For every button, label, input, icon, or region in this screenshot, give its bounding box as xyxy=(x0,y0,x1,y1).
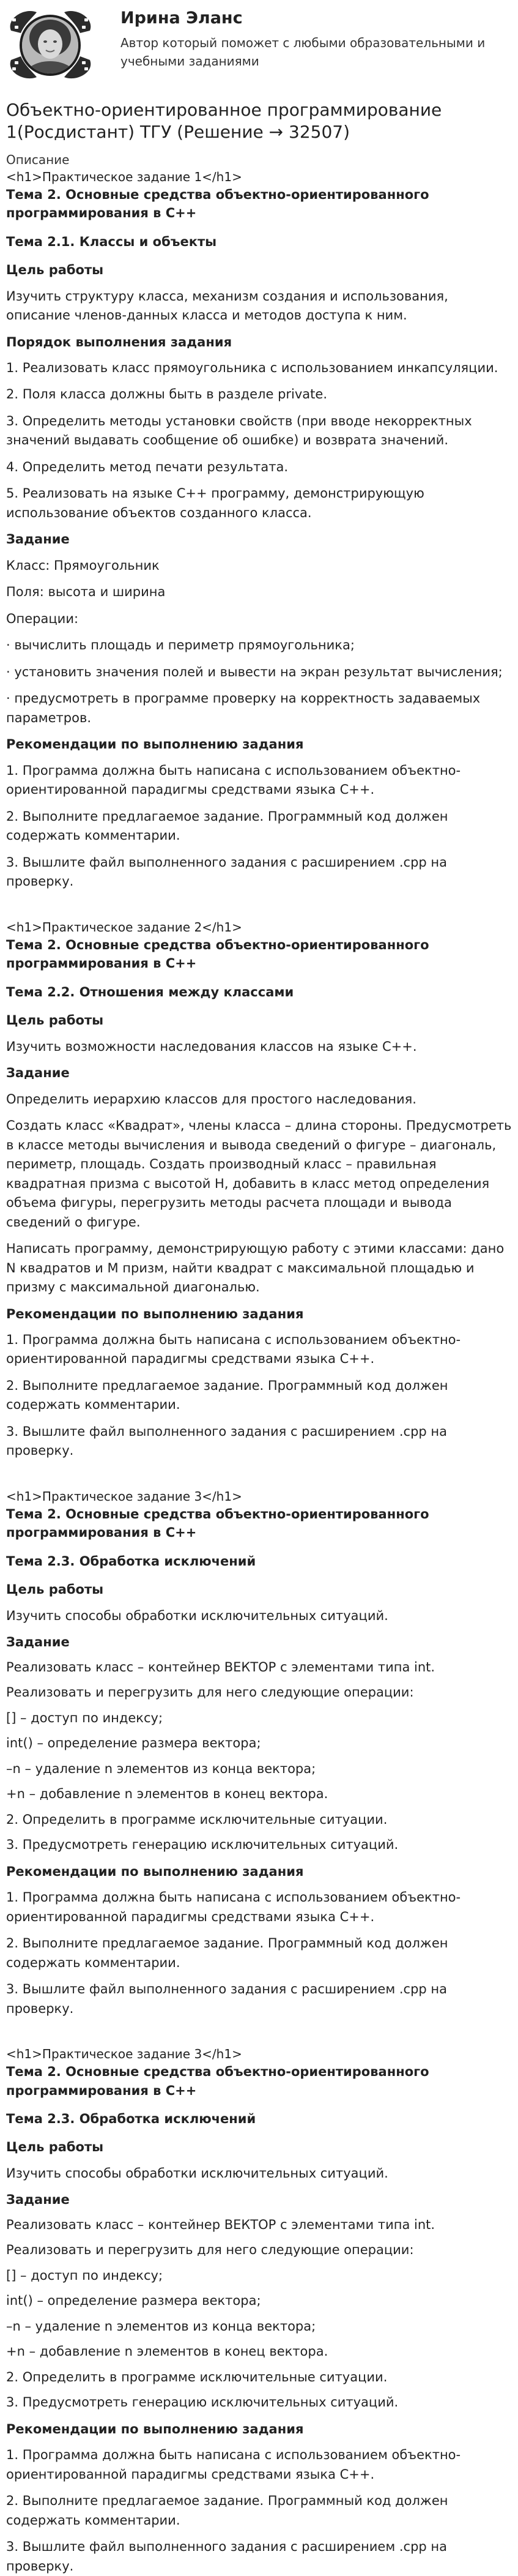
recommendation-item: 3. Вышлите файл выполненного задания с расширением .cpp на проверку. xyxy=(6,854,448,889)
order-item: 1. Реализовать класс прямоугольника с использованием инкапсуляции. xyxy=(6,360,498,375)
recommendation-item: 2. Выполните предлагаемое задание. Программный код должен содержать комментарии. xyxy=(6,2493,448,2528)
recommendation-item: 2. Выполните предлагаемое задание. Программный код должен содержать комментарии. xyxy=(6,808,448,843)
section-topic: Тема 2. Основные средства объектно-ориентированного программирования в С++ xyxy=(6,1506,429,1540)
goal-text: Изучить возможности наследования классов на языке С++. xyxy=(6,1039,417,1054)
recommendations-heading: Рекомендации по выполнению задания xyxy=(6,1864,304,1879)
goal-heading: Цель работы xyxy=(6,263,104,278)
goal-heading: Цель работы xyxy=(6,1013,104,1028)
recommendation-item: 1. Программа должна быть написана с использованием объектно-ориентированной парадигмы средствами языка С++. xyxy=(6,1890,461,1924)
task-line: int() – определение размера вектора; xyxy=(6,2293,261,2309)
description-label: Описание xyxy=(6,152,70,167)
task-line: –n – удаление n элементов из конца вектора; xyxy=(6,1761,316,1776)
task-line: Операции: xyxy=(6,611,79,626)
assignment-section-1 xyxy=(6,168,512,892)
recommendation-item: 3. Вышлите файл выполненного задания с расширением .cpp на проверку. xyxy=(6,1424,448,1458)
spacer xyxy=(6,1461,512,1488)
recommendation-item: 1. Программа должна быть написана с использованием объектно-ориентированной парадигмы средствами языка С++. xyxy=(6,2447,461,2482)
section-subtopic: Тема 2.3. Обработка исключений xyxy=(6,2111,256,2126)
section-subtopic: Тема 2.2. Отношения между классами xyxy=(6,984,294,999)
recommendations-heading: Рекомендации по выполнению задания xyxy=(6,2421,304,2436)
recommendation-item: 2. Выполните предлагаемое задание. Программный код должен содержать комментарии. xyxy=(6,1378,448,1413)
task-line: Определить иерархию классов для простого наследования. xyxy=(6,1091,416,1107)
assignment-section-3 xyxy=(6,1488,512,2018)
task-heading: Задание xyxy=(6,1066,70,1081)
task-line: Реализовать класс – контейнер ВЕКТОР с элементами типа int. xyxy=(6,2217,435,2232)
recommendations-heading: Рекомендации по выполнению задания xyxy=(6,1306,304,1321)
task-line: [] – доступ по индексу; xyxy=(6,2268,163,2283)
task-line: Класс: Прямоугольник xyxy=(6,558,160,573)
recommendation-item: 3. Вышлите файл выполненного задания с расширением .cpp на проверку. xyxy=(6,2539,448,2574)
spacer xyxy=(6,2018,512,2045)
recommendations-heading: Рекомендации по выполнению задания xyxy=(6,737,304,752)
goal-text: Изучить способы обработки исключительных ситуаций. xyxy=(6,2165,388,2181)
task-line: Создать класс «Квадрат», члены класса – длина стороны. Предусмотреть в классе методы вычисления и вывода сведений о фигуре – диагональ, периметр, площадь. Создать производный класс – правильная квадратная призма с высотой H, добавить в класс метод определения объема фигуры, перегрузить методы расчета площади и вывода сведений о фигуре. xyxy=(6,1118,512,1230)
task-line: Написать программу, демонстрирующую работу с этими классами: дано N квадратов и M призм, найти квадрат с максимальной площадью и призму с максимальной диагональю. xyxy=(6,1241,505,1295)
order-item: 2. Поля класса должны быть в разделе private. xyxy=(6,387,327,402)
task-line: 2. Определить в программе исключительные ситуации. xyxy=(6,1812,388,1827)
task-line: Поля: высота и ширина xyxy=(6,584,166,600)
section-topic: Тема 2. Основные средства объектно-ориентированного программирования в С++ xyxy=(6,187,429,221)
goal-heading: Цель работы xyxy=(6,1582,104,1597)
task-heading: Задание xyxy=(6,532,70,547)
section-topic: Тема 2. Основные средства объектно-ориентированного программирования в С++ xyxy=(6,2064,429,2098)
task-line: Реализовать класс – контейнер ВЕКТОР с элементами типа int. xyxy=(6,1659,435,1674)
task-line: +n – добавление n элементов в конец вектора. xyxy=(6,1786,328,1802)
order-item: 4. Определить метод печати результата. xyxy=(6,459,289,474)
goal-heading: Цель работы xyxy=(6,2140,104,2155)
section-topic: Тема 2. Основные средства объектно-ориентированного программирования в С++ xyxy=(6,937,429,971)
task-line: · предусмотреть в программе проверку на корректность задаваемых параметров. xyxy=(6,691,481,725)
task-line: Реализовать и перегрузить для него следующие операции: xyxy=(6,2242,414,2258)
task-line: 3. Предусмотреть генерацию исключительных ситуаций. xyxy=(6,1837,399,1853)
section-subtopic: Тема 2.1. Классы и объекты xyxy=(6,234,217,249)
task-heading: Задание xyxy=(6,2192,70,2208)
page-title: Объектно-ориентированное программирование 1(Росдистант) ТГУ (Решение → 32507) xyxy=(6,100,442,143)
spacer xyxy=(6,892,512,919)
task-line: Реализовать и перегрузить для него следующие операции: xyxy=(6,1685,414,1700)
section-subtopic: Тема 2.3. Обработка исключений xyxy=(6,1553,256,1569)
section-h1-text: <h1>Практическое задание 1</h1> xyxy=(6,169,242,184)
recommendation-item: 3. Вышлите файл выполненного задания с расширением .cpp на проверку. xyxy=(6,1982,448,2016)
author-description: Автор который поможет с любыми образовательными и учебными заданиями xyxy=(120,35,486,69)
recommendation-item: 1. Программа должна быть написана с использованием объектно-ориентированной парадигмы средствами языка С++. xyxy=(6,763,461,797)
author-name[interactable]: Ирина Эланс xyxy=(120,9,243,28)
section-h1-text: <h1>Практическое задание 2</h1> xyxy=(6,919,242,935)
goal-text: Изучить способы обработки исключительных ситуаций. xyxy=(6,1608,388,1623)
author-info xyxy=(120,6,512,70)
goal-text: Изучить структуру класса, механизм создания и использования, описание членов-данных класса и методов доступа к ним. xyxy=(6,288,448,323)
assignment-section-4 xyxy=(6,2045,512,2576)
section-h1-text: <h1>Практическое задание 3</h1> xyxy=(6,2047,242,2062)
order-heading: Порядок выполнения задания xyxy=(6,334,232,349)
film-frame-avatar-image xyxy=(6,6,95,83)
recommendation-item: 2. Выполните предлагаемое задание. Программный код должен содержать комментарии. xyxy=(6,1936,448,1970)
order-item: 3. Определить методы установки свойств (при вводе некорректных значений выдавать сообщение об ошибке) и возврата значений. xyxy=(6,413,472,448)
recommendation-item: 1. Программа должна быть написана с использованием объектно-ориентированной парадигмы средствами языка С++. xyxy=(6,1332,461,1367)
section-h1-text: <h1>Практическое задание 3</h1> xyxy=(6,1488,242,1504)
order-item: 5. Реализовать на языке С++ программу, демонстрирующую использование объектов созданного класса. xyxy=(6,486,424,520)
task-line: · установить значения полей и вывести на экран результат вычисления; xyxy=(6,664,503,679)
assignment-section-2 xyxy=(6,919,512,1461)
author-avatar[interactable] xyxy=(6,6,95,83)
task-line: –n – удаление n элементов из конца вектора; xyxy=(6,2318,316,2334)
task-line: +n – добавление n элементов в конец вектора. xyxy=(6,2344,328,2359)
task-line: · вычислить площадь и периметр прямоугольника; xyxy=(6,638,355,653)
task-line: [] – доступ по индексу; xyxy=(6,1710,163,1725)
author-card xyxy=(6,6,512,86)
task-heading: Задание xyxy=(6,1635,70,1650)
task-line: 2. Определить в программе исключительные ситуации. xyxy=(6,2369,388,2384)
task-line: 3. Предусмотреть генерацию исключительных ситуаций. xyxy=(6,2395,399,2410)
task-line: int() – определение размера вектора; xyxy=(6,1736,261,1751)
